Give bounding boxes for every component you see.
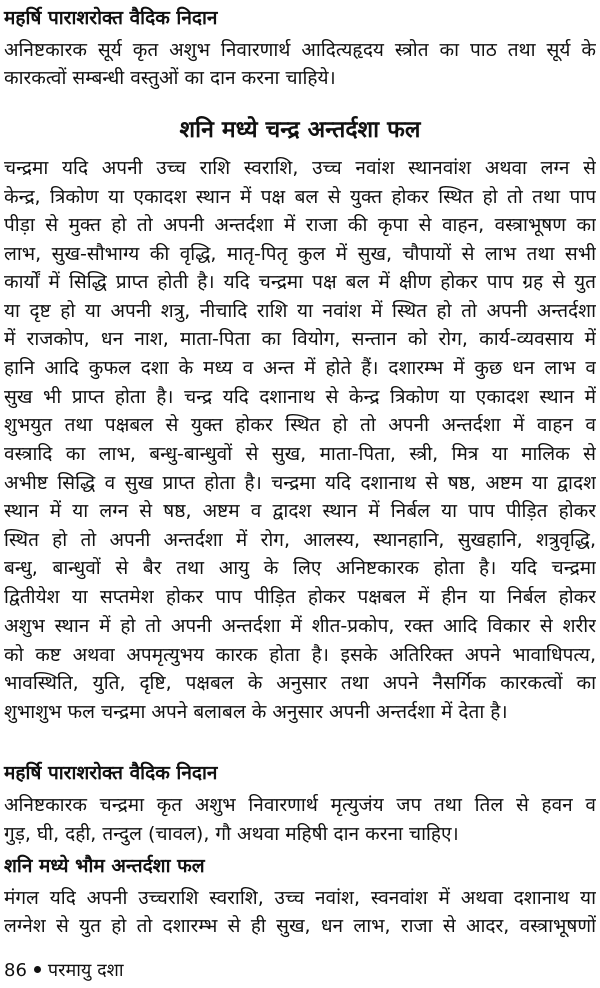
- paragraph-line: में राजकोप, धन नाश, माता-पिता का वियोग, सन्तान को रोग, कार्य-व्यवसाय में: [4, 328, 596, 350]
- paragraph-line: स्थान में या लग्न से षष्ठ, अष्टम व द्वादश स्थान में निर्बल या पाप पीड़ित होकर: [4, 500, 596, 522]
- book-title: परमायु दशा: [47, 960, 124, 981]
- paragraph-line: स्थित हो तो अपनी अन्तर्दशा में रोग, आलस्य, स्थानहानि, सुखहानि, शत्रुवृद्धि,: [4, 529, 596, 551]
- paragraph-line: बन्धु, बान्धुवों से बैर तथा आयु के लिए अनिष्टकारक होता है। यदि चन्द्रमा: [4, 557, 596, 579]
- paragraph-line: सुख भी प्राप्त होता है। चन्द्र यदि दशानाथ से केन्द्र त्रिकोण या एकादश स्थान में: [4, 386, 596, 408]
- paragraph-line: वस्त्रादि का लाभ, बन्धु-बान्धुवों से सुख, माता-पिता, स्त्री, मित्र या मालिक से: [4, 443, 596, 465]
- bullet-icon: [34, 966, 41, 973]
- paragraph-line: को कष्ट अथवा अपमृत्युभय कारक होता है। इसके अतिरिक्त अपने भावाधिपत्य,: [4, 644, 596, 666]
- paragraph-line: भावस्थिति, युति, दृष्टि, पक्षबल के अनुसार तथा अपने नैसर्गिक कारकत्वों का: [4, 672, 596, 694]
- paragraph-line: चन्द्रमा यदि अपनी उच्च राशि स्वराशि, उच्च नवांश स्थानवांश अथवा लग्न से: [4, 157, 596, 179]
- paragraph-line: शुभाशुभ फल चन्द्रमा अपने बलाबल के अनुसार अपनी अन्तर्दशा में देता है।: [4, 701, 508, 723]
- paragraph-line: मंगल यदि अपनी उच्चराशि स्वराशि, उच्च नवांश, स्वनवांश में अथवा दशानाथ या: [4, 887, 596, 909]
- paragraph-line: केन्द्र, त्रिकोण या एकादश स्थान में पक्ष बल से युक्त होकर स्थित हो तो तथा पाप: [4, 186, 596, 208]
- paragraph-line: कार्यों में सिद्धि प्राप्त होती है। यदि चन्द्रमा पक्ष बल में क्षीण होकर पाप ग्रह से युत: [4, 271, 596, 293]
- paragraph-line: कारकत्वों सम्बन्धी वस्तुओं का दान करना चाहिये।: [4, 67, 336, 89]
- paragraph-line: गुड़, घी, दही, तन्दुल (चावल), गौ अथवा महिषी दान करना चाहिए।: [4, 823, 459, 845]
- page-footer: [4, 958, 124, 984]
- section-heading: महर्षि पाराशरोक्त वैदिक निदान: [4, 762, 218, 784]
- paragraph-line: अनिष्टकारक चन्द्रमा कृत अशुभ निवारणार्थ मृत्युजंय जप तथा तिल से हवन व: [4, 794, 596, 816]
- paragraph-line: पीड़ा से मुक्त हो तो अपनी अन्तर्दशा में राजा की कृपा से वाहन, वस्त्राभूषण का: [4, 214, 596, 236]
- paragraph-line: लग्नेश से युत हो तो दशारम्भ से ही सुख, धन लाभ, राजा से आदर, वस्त्राभूषणों: [4, 915, 596, 937]
- chapter-heading: शनि मध्ये चन्द्र अन्तर्दशा फल: [179, 117, 421, 143]
- paragraph-line: द्वितीयेश या सप्तमेश होकर पाप पीड़ित होकर पक्षबल में हीन या निर्बल होकर: [4, 586, 596, 608]
- paragraph-line: अशुभ स्थान में हो तो अपनी अन्तर्दशा में शीत-प्रकोप, रक्त आदि विकार से शरीर: [4, 615, 596, 637]
- section-heading: शनि मध्ये भौम अन्तर्दशा फल: [4, 855, 205, 877]
- paragraph-line: अभीष्ट सिद्धि व सुख प्राप्त होता है। चन्द्रमा यदि दशानाथ से षष्ठ, अष्टम या द्वादश: [4, 472, 596, 494]
- paragraph-line: हानि आदि कुफल दशा के मध्य व अन्त में होते हैं। दशारम्भ में कुछ धन लाभ व: [4, 357, 596, 379]
- paragraph-line: शुभयुत तथा पक्षबल से युक्त होकर स्थित हो तो अपनी अन्तर्दशा में वाहन व: [4, 414, 596, 436]
- paragraph-line: या दृष्ट हो या अपनी शत्रु, नीचादि राशि या नवांश में स्थित हो तो अपनी अन्तर्दशा: [4, 300, 596, 322]
- paragraph-line: लाभ, सुख-सौभाग्य की वृद्धि, मातृ-पितृ कुल में सुख, चौपायों से लाभ तथा सभी: [4, 243, 596, 265]
- section-heading: महर्षि पाराशरोक्त वैदिक निदान: [4, 7, 218, 29]
- page-number: 86: [4, 960, 27, 981]
- paragraph-line: अनिष्टकारक सूर्य कृत अशुभ निवारणार्थ आदित्यहृदय स्त्रोत का पाठ तथा सूर्य के: [4, 39, 596, 61]
